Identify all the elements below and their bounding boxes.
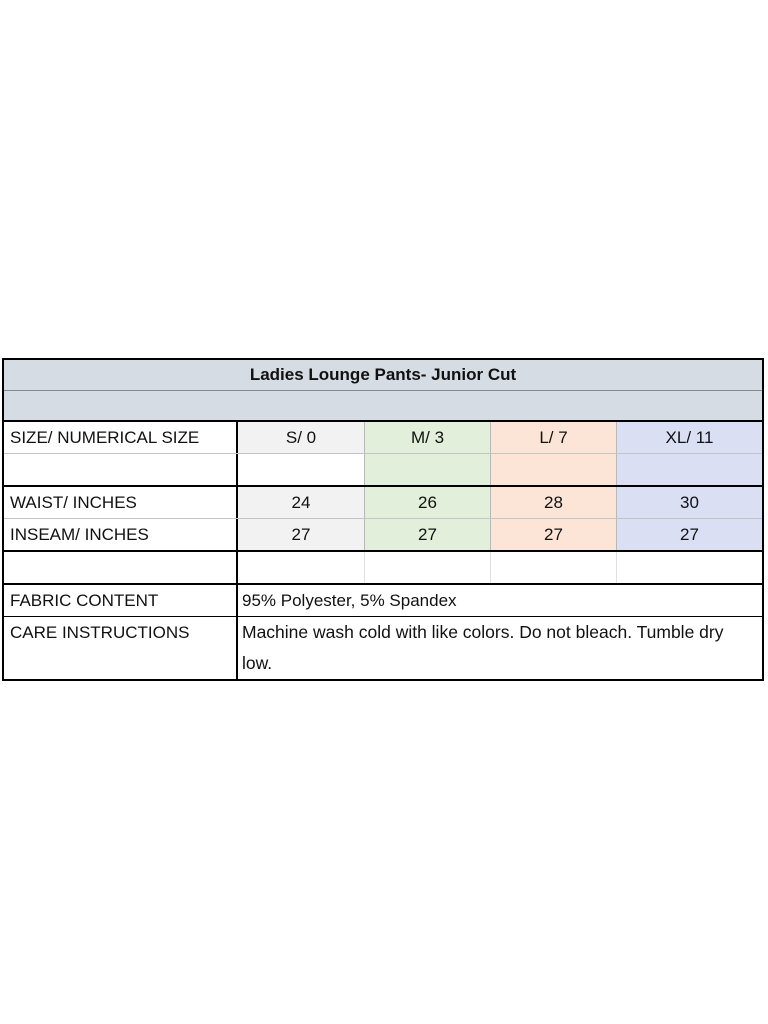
inseam-cell-s: 27 <box>238 519 365 550</box>
table-title-row <box>4 360 762 391</box>
spacer-cell-xl <box>617 552 762 583</box>
spacer-row-1 <box>4 454 762 487</box>
care-row <box>4 617 762 679</box>
spacer-cell-l <box>491 454 617 485</box>
size-cell-l: L/ 7 <box>491 422 617 453</box>
inseam-row-label: INSEAM/ INCHES <box>4 519 238 550</box>
size-cell-xl: XL/ 11 <box>617 422 762 453</box>
spacer-cell-m <box>365 454 491 485</box>
spacer-cell-s <box>238 454 365 485</box>
blank-band-row <box>4 391 762 422</box>
size-cell-s: S/ 0 <box>238 422 365 453</box>
waist-cell-s: 24 <box>238 487 365 518</box>
waist-cell-m: 26 <box>365 487 491 518</box>
waist-cell-xl: 30 <box>617 487 762 518</box>
table-title: Ladies Lounge Pants- Junior Cut <box>249 365 517 384</box>
care-instructions-value: Machine wash cold with like colors. Do not bleach. Tumble dry low. <box>242 622 724 673</box>
inseam-cell-m: 27 <box>365 519 491 550</box>
spacer-cell-xl <box>617 454 762 485</box>
waist-cell-l: 28 <box>491 487 617 518</box>
fabric-row-label: FABRIC CONTENT <box>4 585 238 616</box>
inseam-cell-xl: 27 <box>617 519 762 550</box>
spacer-cell-m <box>365 552 491 583</box>
fabric-content-value: 95% Polyester, 5% Spandex <box>242 591 457 610</box>
inseam-cell-l: 27 <box>491 519 617 550</box>
inseam-row <box>4 519 762 552</box>
care-row-label: CARE INSTRUCTIONS <box>4 617 238 679</box>
spacer-label-cell <box>4 552 238 583</box>
spacer-row-2 <box>4 552 762 585</box>
size-chart-table <box>2 358 764 681</box>
spacer-cell-s <box>238 552 365 583</box>
size-row <box>4 422 762 454</box>
waist-row-label: WAIST/ INCHES <box>4 487 238 518</box>
size-cell-m: M/ 3 <box>365 422 491 453</box>
spacer-label-cell <box>4 454 238 485</box>
size-row-label: SIZE/ NUMERICAL SIZE <box>4 422 238 453</box>
fabric-row <box>4 585 762 617</box>
waist-row <box>4 487 762 519</box>
spacer-cell-l <box>491 552 617 583</box>
